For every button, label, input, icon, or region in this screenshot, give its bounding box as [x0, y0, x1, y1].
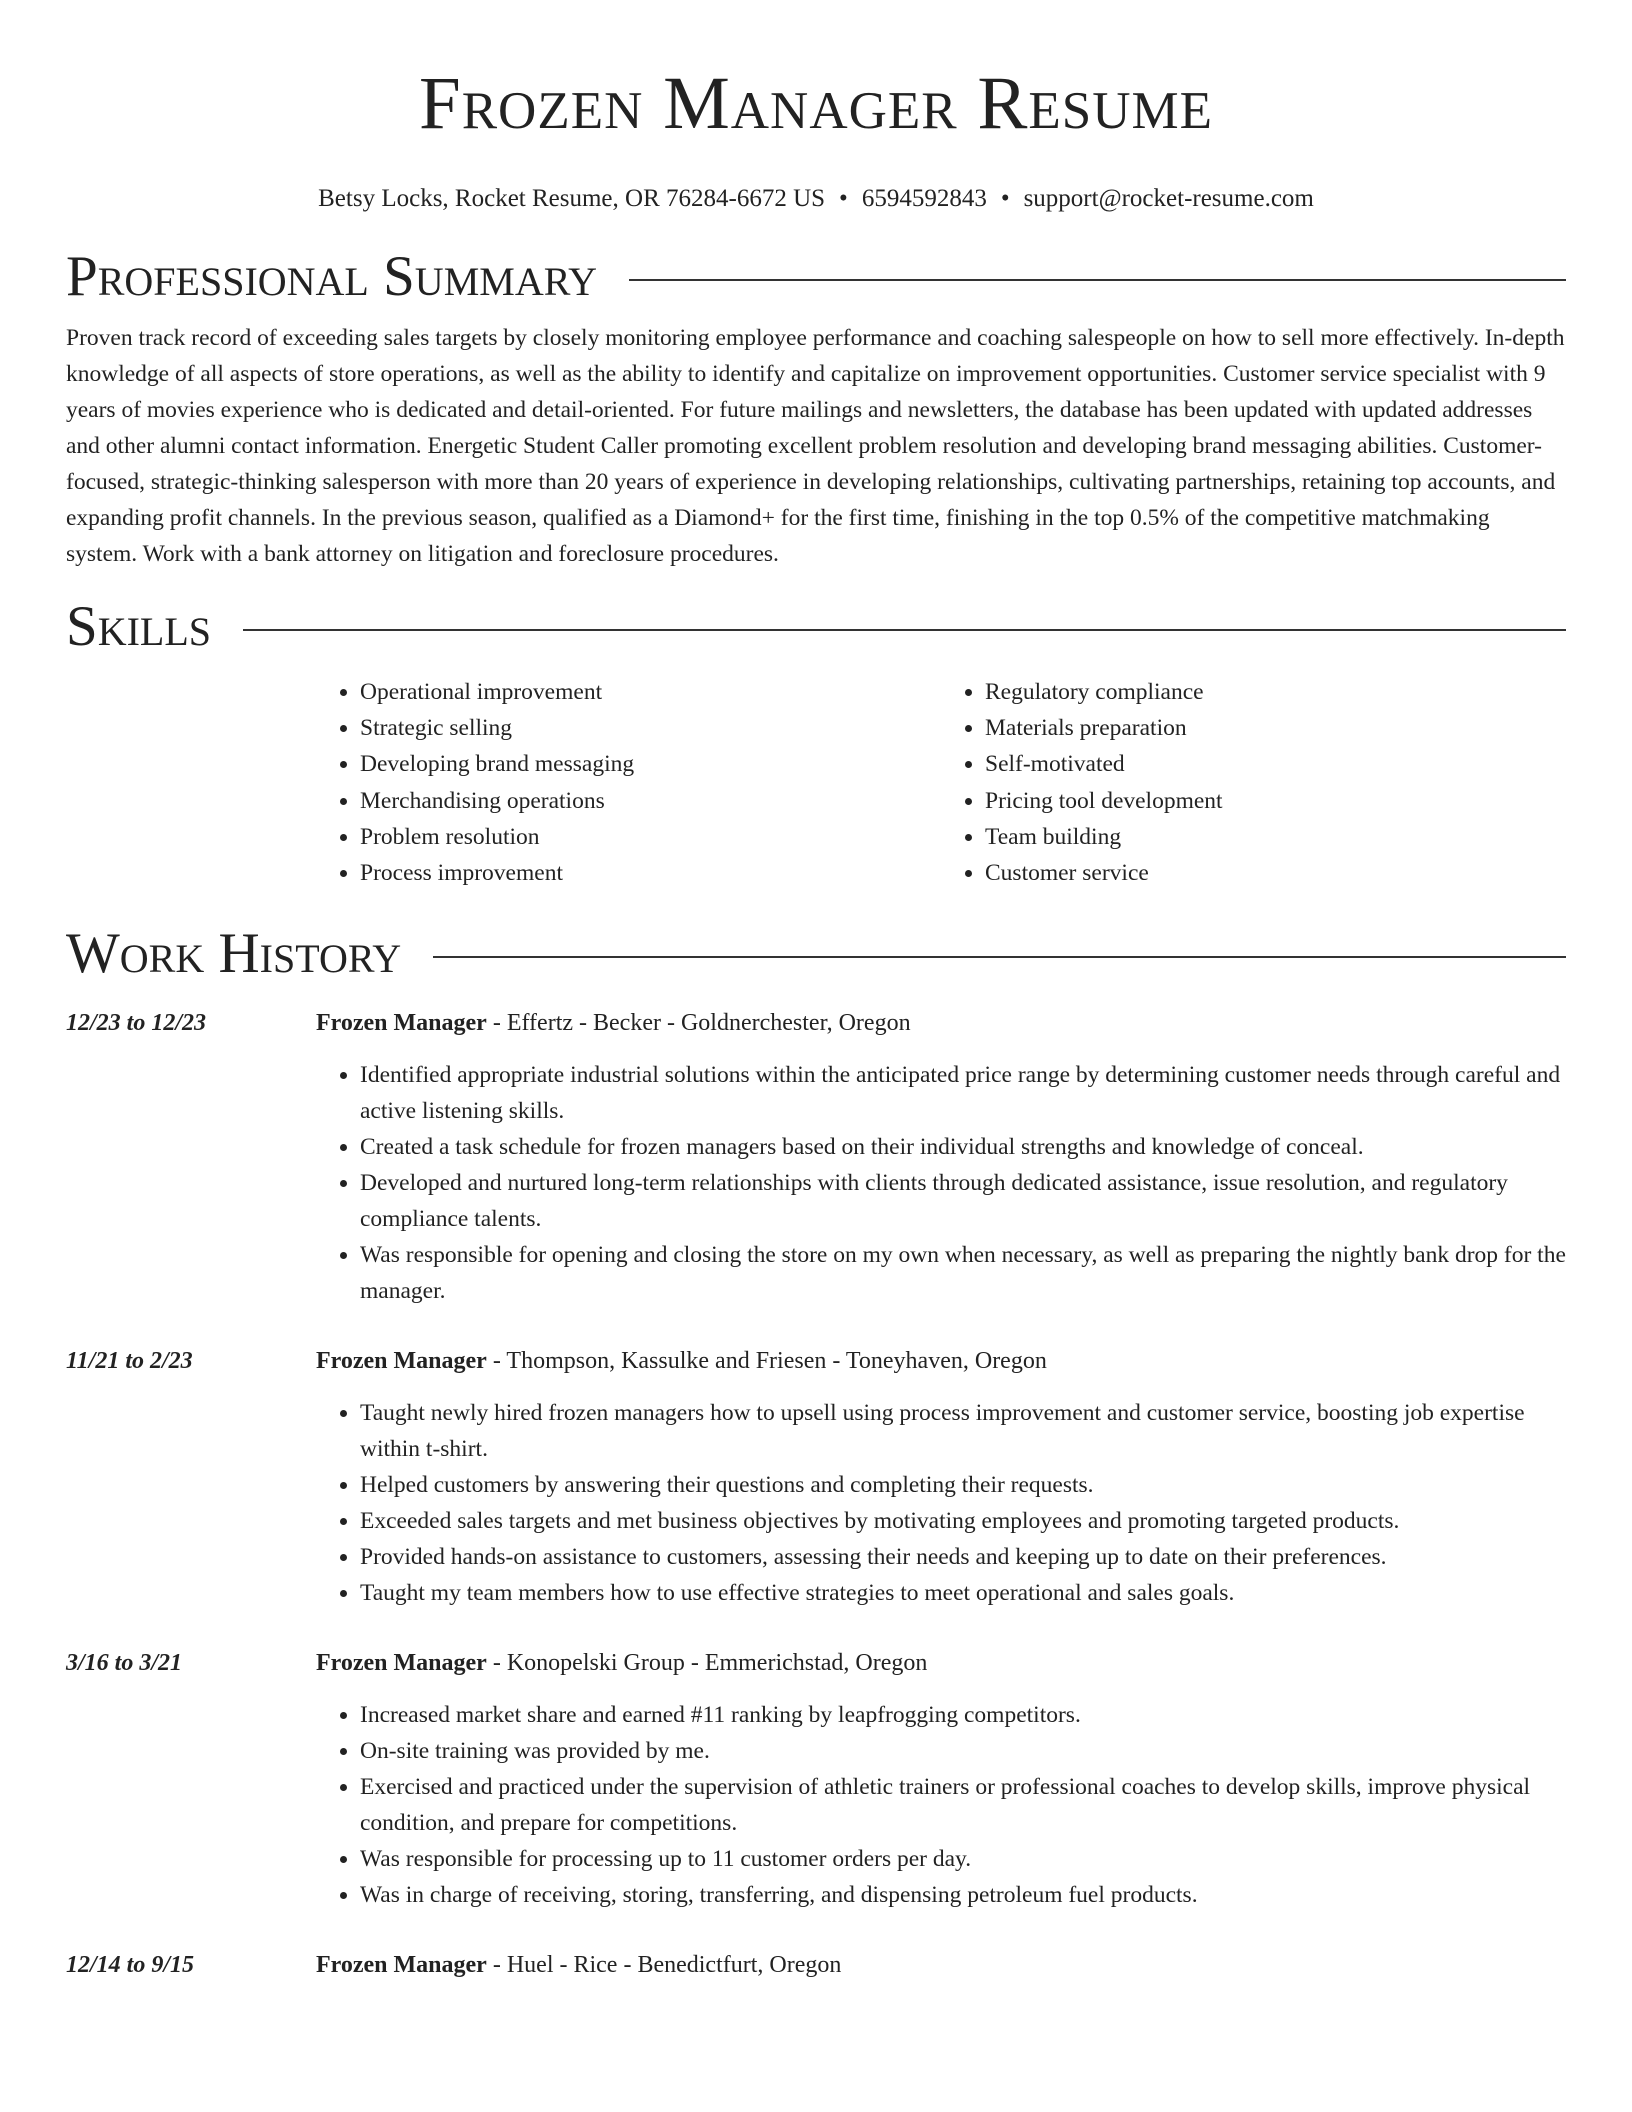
job-details	[316, 1947, 1566, 1983]
skill-item: • Pricing tool development	[985, 783, 1566, 819]
section-skills	[66, 594, 1566, 660]
job-dates: 12/14 to 9/15	[66, 1952, 195, 1979]
skill-item: • Strategic selling	[360, 710, 941, 746]
job-company: - Thompson, Kassulke and Friesen - Toneyhaven, Oregon	[486, 1348, 1047, 1375]
skill-item: • Customer service	[985, 855, 1566, 891]
skill-item: • Operational improvement	[360, 674, 941, 710]
job-company: - Huel - Rice - Benedictfurt, Oregon	[486, 1952, 842, 1979]
job-title: Frozen Manager	[316, 1952, 487, 1979]
job-bullet: • Increased market share and earned #11 ranking by leapfrogging competitors.	[360, 1697, 1566, 1733]
job-title: Frozen Manager	[316, 1348, 487, 1375]
skill-item: • Team building	[985, 819, 1566, 855]
job-bullet: • Exceeded sales targets and met business objectives by motivating employees and promoting targeted products.	[360, 1503, 1566, 1539]
job-bullet: • On-site training was provided by me.	[360, 1733, 1566, 1769]
skill-item: • Self-motivated	[985, 746, 1566, 782]
skill-item: • Merchandising operations	[360, 783, 941, 819]
job-details	[316, 1645, 1566, 1913]
job-bullet: • Was in charge of receiving, storing, transferring, and dispensing petroleum fuel products.	[360, 1877, 1566, 1913]
section-divider	[629, 279, 1566, 281]
skill-item: • Materials preparation	[985, 710, 1566, 746]
job-bullet: • Was responsible for processing up to 11 customer orders per day.	[360, 1841, 1566, 1877]
job-details	[316, 1005, 1566, 1309]
job-bullet: • Created a task schedule for frozen managers based on their individual strengths and knowledge of conceal.	[360, 1129, 1566, 1165]
section-heading: Skills	[66, 595, 212, 658]
skill-item: • Regulatory compliance	[985, 674, 1566, 710]
job-bullets	[316, 1697, 1566, 1913]
skill-item: • Process improvement	[360, 855, 941, 891]
skill-item: • Problem resolution	[360, 819, 941, 855]
job-bullet: • Taught newly hired frozen managers how to upsell using process improvement and customer service, boosting job expertise within t-shirt.	[360, 1395, 1566, 1467]
job-bullet: • Taught my team members how to use effective strategies to meet operational and sales goals.	[360, 1575, 1566, 1611]
section-heading: Work History	[66, 922, 402, 986]
job-heading	[316, 1343, 1566, 1379]
job-bullet: • Was responsible for opening and closing the store on my own when necessary, as well as preparing the nightly bank drop for the manager.	[360, 1237, 1566, 1309]
job-bullet: • Developed and nurtured long-term relationships with clients through dedicated assistance, issue resolution, and regulatory compliance talents.	[360, 1165, 1566, 1237]
job-company: - Effertz - Becker - Goldnerchester, Oregon	[486, 1010, 911, 1037]
job-entry	[66, 1343, 1566, 1611]
job-bullets	[316, 1057, 1566, 1309]
job-entry	[66, 1005, 1566, 1309]
job-title: Frozen Manager	[316, 1650, 487, 1677]
contact-separator: •	[1000, 185, 1010, 212]
job-dates: 12/23 to 12/23	[66, 1010, 207, 1037]
job-entry	[66, 1947, 1566, 1983]
job-company: - Konopelski Group - Emmerichstad, Oregon	[486, 1650, 928, 1677]
contact-phone: 6594592843	[861, 185, 987, 212]
job-bullets	[316, 1395, 1566, 1611]
job-heading	[316, 1005, 1566, 1041]
contact-line	[66, 184, 1566, 214]
contact-separator: •	[839, 185, 848, 212]
summary-text: Proven track record of exceeding sales targets by closely monitoring employee performance and coaching salespeople on how to sell more effectively. In-depth knowledge of all aspects of store operations, as well as the ability to identify and capitalize on improvement opportunities. Customer service specialist with 9 years of movies experience who is dedicated and detail-oriented. For future mailings and newsletters, the database has been updated with updated addresses and other alumni contact information. Energetic Student Caller promoting excellent problem resolution and developing brand messaging abilities. Customer-focused, strategic-thinking salesperson with more than 20 years of experience in developing relationships, cultivating partnerships, retaining top accounts, and expanding profit channels. In the previous season, qualified as a Diamond+ for the first time, finishing in the top 0.5% of the competitive matchmaking system. Work with a bank attorney on litigation and foreclosure procedures.	[66, 325, 1565, 567]
section-professional-summary	[66, 244, 1566, 310]
section-divider	[243, 629, 1566, 631]
section-work-history	[66, 921, 1566, 987]
skills-column-right	[941, 674, 1566, 891]
job-bullet: • Identified appropriate industrial solutions within the anticipated price range by determining customer needs through careful and active listening skills.	[360, 1057, 1566, 1129]
contact-address: Betsy Locks, Rocket Resume, OR 76284-6672 US	[318, 185, 826, 212]
job-bullet: • Provided hands-on assistance to customers, assessing their needs and keeping up to date on their preferences.	[360, 1539, 1566, 1575]
job-dates: 11/21 to 2/23	[66, 1348, 193, 1375]
skills-column-left	[316, 674, 941, 891]
job-heading	[316, 1947, 1566, 1983]
job-title: Frozen Manager	[316, 1010, 487, 1037]
job-dates: 3/16 to 3/21	[66, 1650, 183, 1677]
job-details	[316, 1343, 1566, 1611]
job-bullet: • Exercised and practiced under the supervision of athletic trainers or professional coaches to develop skills, improve physical condition, and prepare for competitions.	[360, 1769, 1566, 1841]
skills-list	[316, 674, 1566, 891]
skill-item: • Developing brand messaging	[360, 746, 941, 782]
section-divider	[433, 956, 1566, 958]
job-bullet: • Helped customers by answering their questions and completing their requests.	[360, 1467, 1566, 1503]
job-entry	[66, 1645, 1566, 1913]
section-heading: Professional Summary	[66, 245, 598, 308]
contact-email: support@rocket-resume.com	[1023, 185, 1314, 212]
job-heading	[316, 1645, 1566, 1681]
resume-title: Frozen Manager Resume	[418, 62, 1214, 145]
